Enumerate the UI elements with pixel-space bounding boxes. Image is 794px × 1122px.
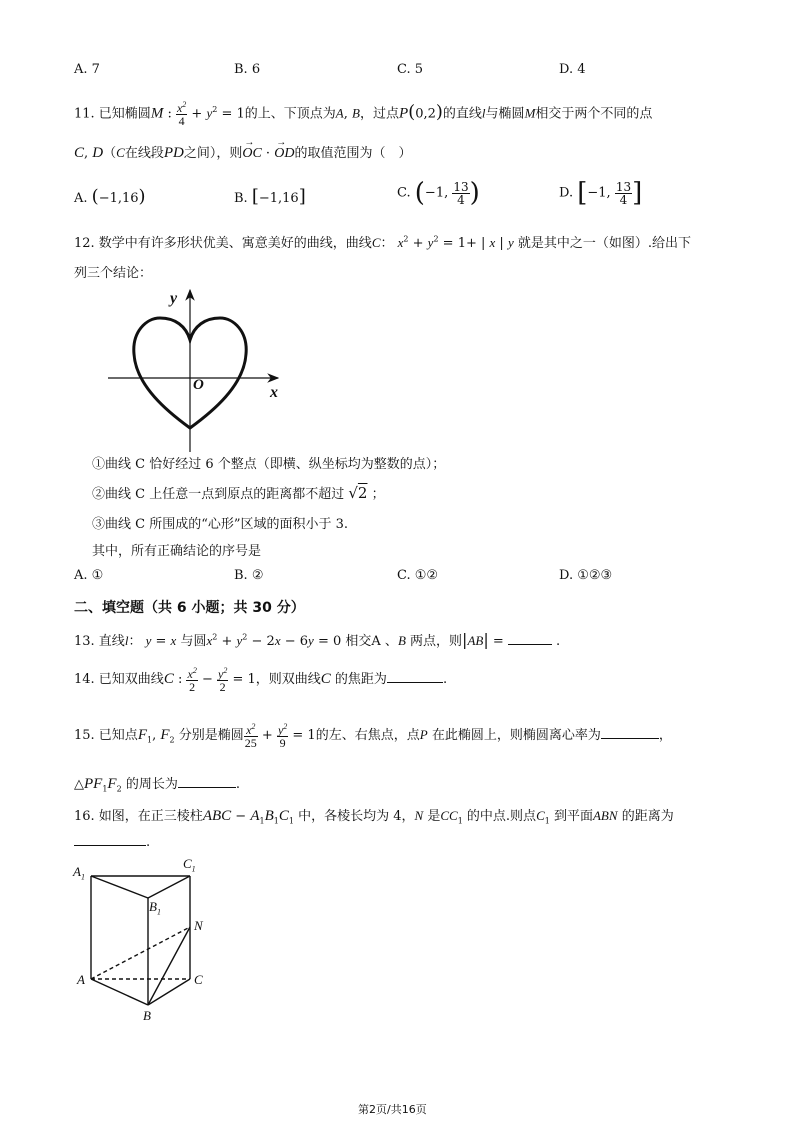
q12-option-c: C. ①②: [397, 568, 439, 583]
y-axis-label: y: [170, 290, 178, 307]
label-c1: $C_1$: [183, 856, 196, 874]
segment-an: [91, 927, 190, 979]
q16-line1: 16. 如图，在正三棱柱ABC − $A_1B_1C_1$ 中，各棱长均为 4，N 是$CC_1$ 的中点.则点$C_1$ 到平面ABN 的距离为: [74, 808, 674, 826]
q10-option-b: B. 6: [234, 62, 261, 77]
segment-bn: [148, 927, 190, 1005]
label-a1: $A_1$: [73, 864, 85, 882]
label-a: A: [77, 972, 85, 987]
q16-line2: .: [74, 835, 150, 850]
origin-label: O: [193, 377, 204, 393]
q14: 14. 已知双曲线C : $\frac{x^2}{2}$ − $\frac{y^2}{2}$ = 1，则双曲线C 的焦距为 .: [74, 665, 448, 694]
edge-a1b1: [91, 876, 148, 898]
q11-option-a: A. (−1,16): [74, 186, 146, 207]
q12-conclusion-3: ③曲线 C 所围成的“心形”区域的面积小于 3.: [92, 517, 349, 532]
q11-option-c: C. (−1, $\frac{13}{4}$ ): [397, 178, 480, 208]
q10-option-c: C. 5: [397, 62, 424, 77]
edge-b1c1: [148, 876, 190, 898]
q10-option-d: D. 4: [559, 62, 586, 77]
label-n: N: [194, 918, 203, 933]
q13: 13. 直线l： y = x 与圆$x^2 + y^2 - 2x - 6y = 0$ 相交A 、B 两点，则|AB| = .: [74, 630, 561, 649]
q12-conclusion-2: ②曲线 C 上任意一点到原点的距离都不超过 √2 ；: [92, 484, 385, 502]
label-b1: $B_1$: [149, 899, 161, 917]
page-footer: 第2页/共16页: [358, 1103, 427, 1116]
section-title-fill-in: 二、填空题（共 6 小题；共 30 分）: [74, 600, 305, 616]
q12-line1: 12. 数学中有许多形状优美、寓意美好的曲线，曲线C： $x^2 + y^2 = 1+$ | x | y 就是其中之一（如图）.给出下: [74, 234, 692, 251]
q12-option-a: A. ①: [74, 568, 104, 583]
q12-conclusion-1: ①曲线 C 恰好经过 6 个整点（即横、纵坐标均为整数的点）；: [92, 457, 446, 472]
x-axis-label: x: [270, 384, 278, 401]
q11-option-d: D. [−1, $\frac{13}{4}$ ]: [559, 178, 643, 208]
label-b: B: [143, 1008, 151, 1023]
q10-option-a: A. 7: [74, 62, 100, 77]
heart-curve: [134, 318, 246, 428]
label-c: C: [194, 972, 203, 987]
edge-bc: [148, 979, 190, 1005]
q12-option-b: B. ②: [234, 568, 264, 583]
edge-ab: [91, 979, 148, 1005]
q15-line2: $\triangle PF_1F_2$ 的周长为 .: [74, 776, 240, 794]
q12-question: 其中，所有正确结论的序号是: [92, 544, 262, 559]
q12-option-d: D. ①②③: [559, 568, 613, 583]
q11-line1: 11. 已知椭圆M : $\frac{x^2}{4}$ + $y^2 = 1$的上、下顶点为A, B，过点P(0,2)的直线l与椭圆M相交于两个不同的点: [74, 99, 653, 128]
q11-option-b: B. [−1,16]: [234, 186, 306, 207]
q11-line2: C, D（C在线段PD之间），则→ OC · → OD的取值范围为（ ）: [74, 142, 411, 162]
q15-line1: 15. 已知点$F_1$, $F_2$ 分别是椭圆 $\frac{x^2}{25}$ + $\frac{y^2}{9}$ = 1的左、右焦点，点P 在此椭圆上，则椭圆离心率为 ，: [74, 721, 672, 750]
q12-line2: 列三个结论：: [74, 266, 153, 281]
